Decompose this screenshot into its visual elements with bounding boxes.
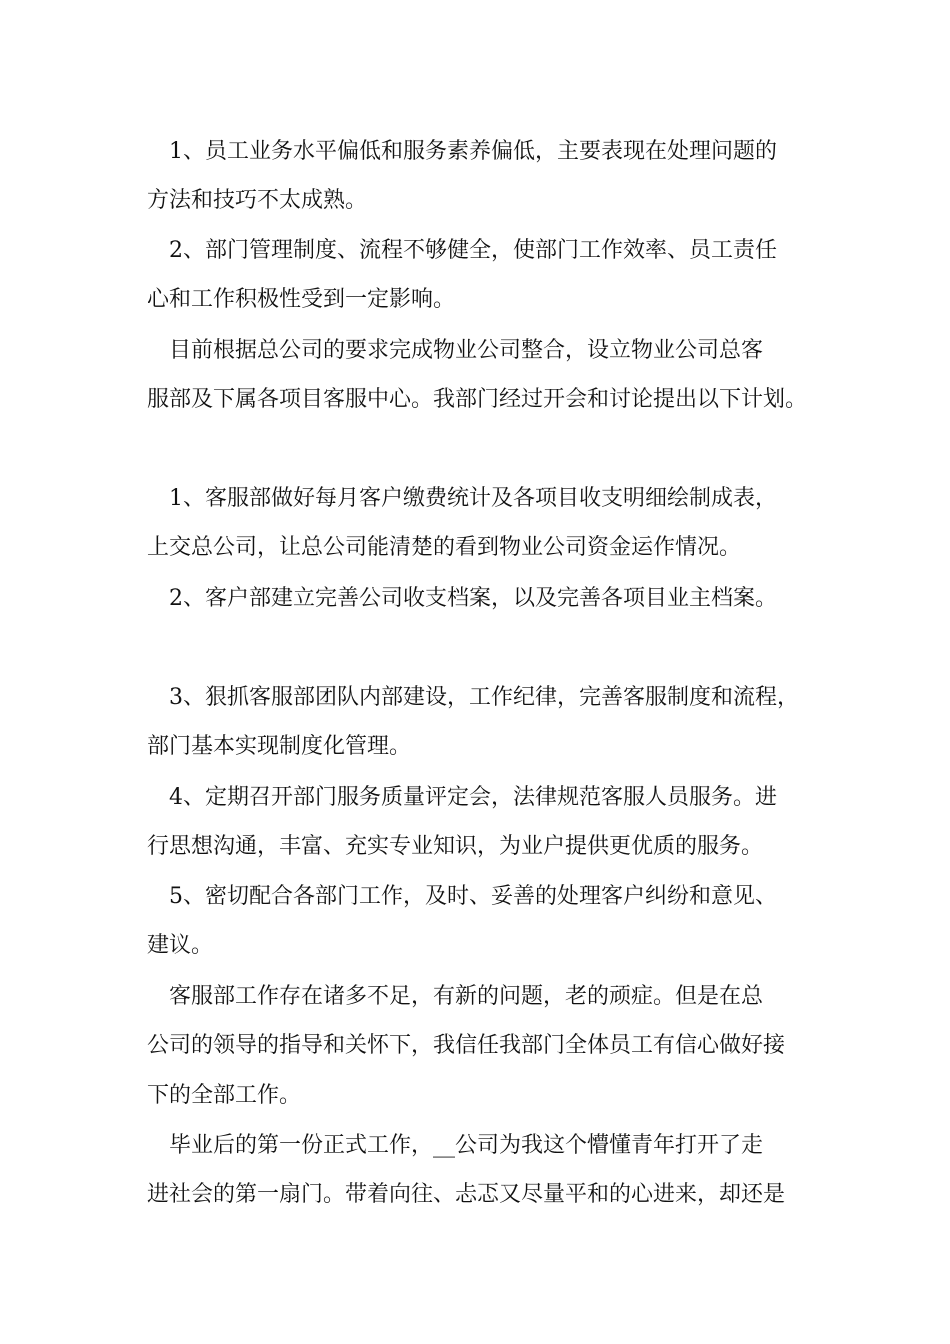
text-line: 毕业后的第一份正式工作，__公司为我这个懵懂青年打开了走 <box>147 1133 764 1158</box>
text-line: 1、客服部做好每月客户缴费统计及各项目收支明细绘制成表， <box>147 486 777 511</box>
text-line: 客服部工作存在诸多不足，有新的问题，老的顽症。但是在总 <box>147 984 764 1009</box>
text-line: 服部及下属各项目客服中心。我部门经过开会和讨论提出以下计划。 <box>147 387 808 412</box>
text-line: 进社会的第一扇门。带着向往、忐忑又尽量平和的心进来，却还是 <box>147 1182 786 1207</box>
text-line: 行思想沟通，丰富、充实专业知识，为业户提供更优质的服务。 <box>147 834 764 859</box>
text-line: 上交总公司，让总公司能清楚的看到物业公司资金运作情况。 <box>147 535 742 560</box>
text-line: 下的全部工作。 <box>147 1083 302 1108</box>
text-line: 目前根据总公司的要求完成物业公司整合，设立物业公司总客 <box>147 338 764 363</box>
text-line: 1、员工业务水平偏低和服务素养偏低，主要表现在处理问题的 <box>147 139 777 164</box>
text-line: 3、狠抓客服部团队内部建设，工作纪律，完善客服制度和流程， <box>147 685 799 710</box>
text-line: 4、定期召开部门服务质量评定会，法律规范客服人员服务。进 <box>147 785 777 810</box>
text-line: 心和工作积极性受到一定影响。 <box>147 287 456 312</box>
text-line: 部门基本实现制度化管理。 <box>147 734 412 759</box>
text-line: 建议。 <box>147 933 214 958</box>
text-line: 2、客户部建立完善公司收支档案，以及完善各项目业主档案。 <box>147 586 777 611</box>
text-line: 方法和技巧不太成熟。 <box>147 188 368 213</box>
text-line: 5、密切配合各部门工作，及时、妥善的处理客户纠纷和意见、 <box>147 884 777 909</box>
text-line: 2、部门管理制度、流程不够健全，使部门工作效率、员工责任 <box>147 238 777 263</box>
text-line: 公司的领导的指导和关怀下，我信任我部门全体员工有信心做好接 <box>147 1033 786 1058</box>
